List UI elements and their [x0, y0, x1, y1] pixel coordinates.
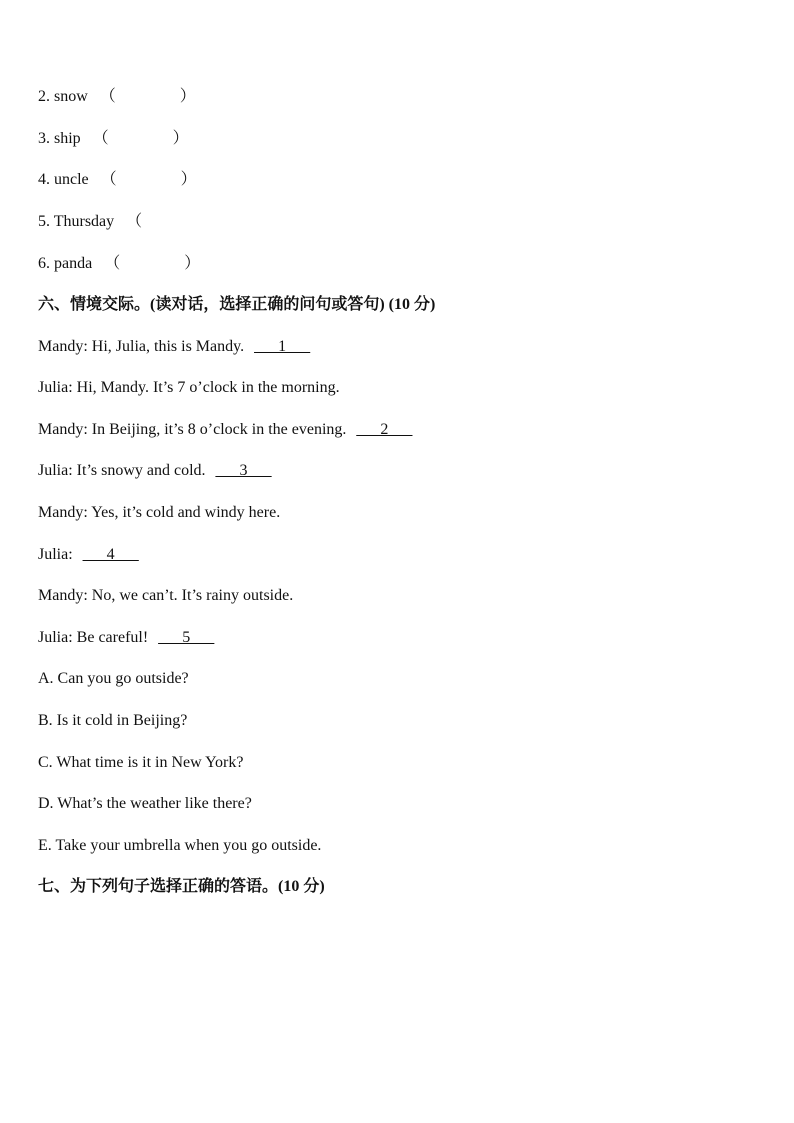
dialogue-line: [38, 337, 310, 357]
dialogue-line: [38, 545, 139, 565]
speaker-name: Julia:: [38, 462, 73, 479]
vocab-number: 5.: [38, 213, 50, 230]
answer-parentheses[interactable]: （ ）: [104, 255, 201, 272]
vocab-word: Thursday: [53, 213, 115, 230]
dialogue-line: [38, 378, 340, 398]
vocab-number: 6.: [38, 255, 50, 272]
answer-parentheses[interactable]: （ ）: [99, 88, 196, 105]
vocab-word: ship: [54, 130, 81, 147]
speaker-name: Julia:: [38, 546, 73, 563]
dialogue-line: [38, 420, 412, 440]
option-b: B. Is it cold in Beijing?: [38, 712, 188, 729]
answer-blank[interactable]: ___5___: [158, 629, 215, 646]
dialogue-text: No, we can’t. It’s rainy outside.: [91, 587, 294, 604]
vocab-item: [38, 212, 142, 232]
speaker-name: Mandy:: [38, 504, 88, 521]
option-c: C. What time is it in New York?: [38, 754, 244, 771]
option-d: D. What’s the weather like there?: [38, 795, 252, 812]
section-six-heading: 六、情境交际。(读对话，选择正确的问句或答句) (10 分): [38, 296, 436, 313]
speaker-name: Julia:: [38, 629, 73, 646]
answer-parentheses[interactable]: （: [126, 213, 143, 230]
section-seven-heading: 七、为下列句子选择正确的答语。(10 分): [38, 878, 325, 895]
dialogue-text: Yes, it’s cold and windy here.: [91, 504, 281, 521]
speaker-name: Mandy:: [38, 421, 88, 438]
option-e: E. Take your umbrella when you go outside.: [38, 837, 322, 854]
dialogue-text: Hi, Mandy. It’s 7 o’clock in the morning.: [76, 379, 340, 396]
dialogue-text: In Beijing, it’s 8 o’clock in the evening.: [91, 421, 347, 438]
answer-blank[interactable]: ___4___: [82, 546, 139, 563]
option-a: A. Can you go outside?: [38, 670, 189, 687]
vocab-item: [38, 170, 197, 190]
dialogue-text: It’s snowy and cold.: [76, 462, 206, 479]
vocab-word: panda: [54, 255, 93, 272]
dialogue-line: [38, 461, 272, 481]
vocab-number: 4.: [38, 171, 50, 188]
speaker-name: Mandy:: [38, 338, 88, 355]
vocab-word: snow: [54, 88, 88, 105]
dialogue-line: [38, 628, 214, 648]
vocab-item: [38, 87, 196, 107]
vocab-item: [38, 129, 189, 149]
dialogue-text: Be careful!: [76, 629, 149, 646]
dialogue-line: [38, 586, 293, 606]
answer-parentheses[interactable]: （ ）: [100, 171, 197, 188]
speaker-name: Mandy:: [38, 587, 88, 604]
speaker-name: Julia:: [38, 379, 73, 396]
dialogue-text: Hi, Julia, this is Mandy.: [91, 338, 245, 355]
answer-blank[interactable]: ___2___: [356, 421, 413, 438]
vocab-word: uncle: [54, 171, 89, 188]
answer-parentheses[interactable]: （ ）: [92, 130, 189, 147]
vocab-number: 3.: [38, 130, 50, 147]
vocab-item: [38, 254, 200, 274]
answer-blank[interactable]: ___1___: [254, 338, 311, 355]
answer-blank[interactable]: ___3___: [215, 462, 272, 479]
vocab-number: 2.: [38, 88, 50, 105]
dialogue-line: [38, 503, 280, 523]
